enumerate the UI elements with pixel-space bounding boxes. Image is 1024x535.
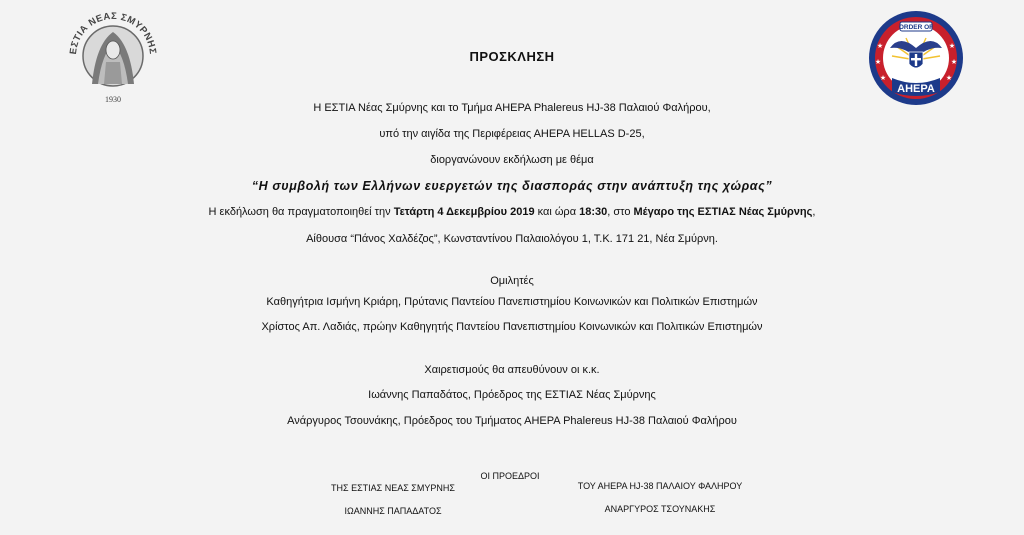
event-mid1: και ώρα <box>534 206 580 218</box>
left-signature-name: ΙΩΑΝΝΗΣ ΠΑΠΑΔΑΤΟΣ <box>344 506 442 516</box>
event-mid2: , στο <box>607 206 634 218</box>
greetings-heading: Χαιρετισμούς θα απευθύνουν οι κ.κ. <box>424 364 600 376</box>
svg-text:★: ★ <box>948 42 956 50</box>
event-date: Τετάρτη 4 Δεκεμβρίου 2019 <box>393 206 535 218</box>
signatures-heading: ΟΙ ΠΡΟΕΔΡΟΙ <box>480 471 540 481</box>
intro-line-1: Η ΕΣΤΙΑ Νέας Σμύρνης και το Τμήμα ΑΗΕΡΑ Phalereus HJ-38 Παλαιού Φαλήρου, <box>313 102 711 114</box>
speaker-item: Καθηγήτρια Ισμήνη Κριάρη, Πρύτανις Παντείου Πανεπιστημίου Κοινωνικών και Πολιτικών Επιστημών <box>266 296 758 308</box>
event-details <box>0 205 1024 219</box>
estia-ring-text: ΕΣΤΙΑ ΝΕΑΣ ΣΜΥΡΝΗΣ <box>67 10 159 55</box>
event-post: , <box>812 206 816 218</box>
speakers-heading: Ομιλητές <box>490 275 534 287</box>
event-venue: Μέγαρο της ΕΣΤΙΑΣ Νέας Σμύρνης <box>633 206 813 218</box>
svg-text:★: ★ <box>876 42 884 50</box>
greeting-item: Ανάργυρος Τσουνάκης, Πρόεδρος του Τμήματος ΑΗΕΡΑ Phalereus HJ-38 Παλαιού Φαλήρου <box>287 415 737 427</box>
event-address: Αίθουσα “Πάνος Χαλδέζος”, Κωνσταντίνου Παλαιολόγου 1, Τ.Κ. 171 21, Νέα Σμύρνη. <box>306 233 718 245</box>
speaker-item: Χρίστος Απ. Λαδιάς, πρώην Καθηγητής Παντείου Πανεπιστημίου Κοινωνικών και Πολιτικών Επιστημών <box>261 321 763 333</box>
intro-line-3: διοργανώνουν εκδήλωση με θέμα <box>430 154 594 166</box>
page-title: ΠΡΟΣΚΛΗΣΗ <box>469 49 555 64</box>
event-pre: Η εκδήλωση θα πραγματοποιηθεί την <box>208 206 394 218</box>
ahepa-bottom-text: ΑΗΕΡΑ <box>897 83 935 95</box>
left-signature-org: ΤΗΣ ΕΣΤΙΑΣ ΝΕΑΣ ΣΜΥΡΝΗΣ <box>331 483 455 493</box>
ahepa-top-text: ORDER OF <box>898 24 934 32</box>
right-signature-name: ΑΝΑΡΓΥΡΟΣ ΤΣΟΥΝΑΚΗΣ <box>604 504 716 514</box>
svg-text:★: ★ <box>874 58 882 66</box>
event-theme: “Η συμβολή των Ελλήνων ευεργετών της διασποράς στην ανάπτυξη της χώρας” <box>251 179 773 193</box>
greeting-item: Ιωάννης Παπαδάτος, Πρόεδρος της ΕΣΤΙΑΣ Νέας Σμύρνης <box>368 389 656 401</box>
estia-year: 1930 <box>105 95 121 104</box>
svg-text:★: ★ <box>879 74 887 82</box>
intro-line-2: υπό την αιγίδα της Περιφέρειας ΑΗΕΡΑ HELLAS D-25, <box>379 128 645 140</box>
right-signature-org: ΤΟΥ ΑΗΕΡΑ HJ-38 ΠΑΛΑΙΟΥ ΦΑΛΗΡΟΥ <box>577 481 743 491</box>
event-time: 18:30 <box>579 206 608 218</box>
svg-text:★: ★ <box>950 58 958 66</box>
svg-text:★: ★ <box>945 74 953 82</box>
